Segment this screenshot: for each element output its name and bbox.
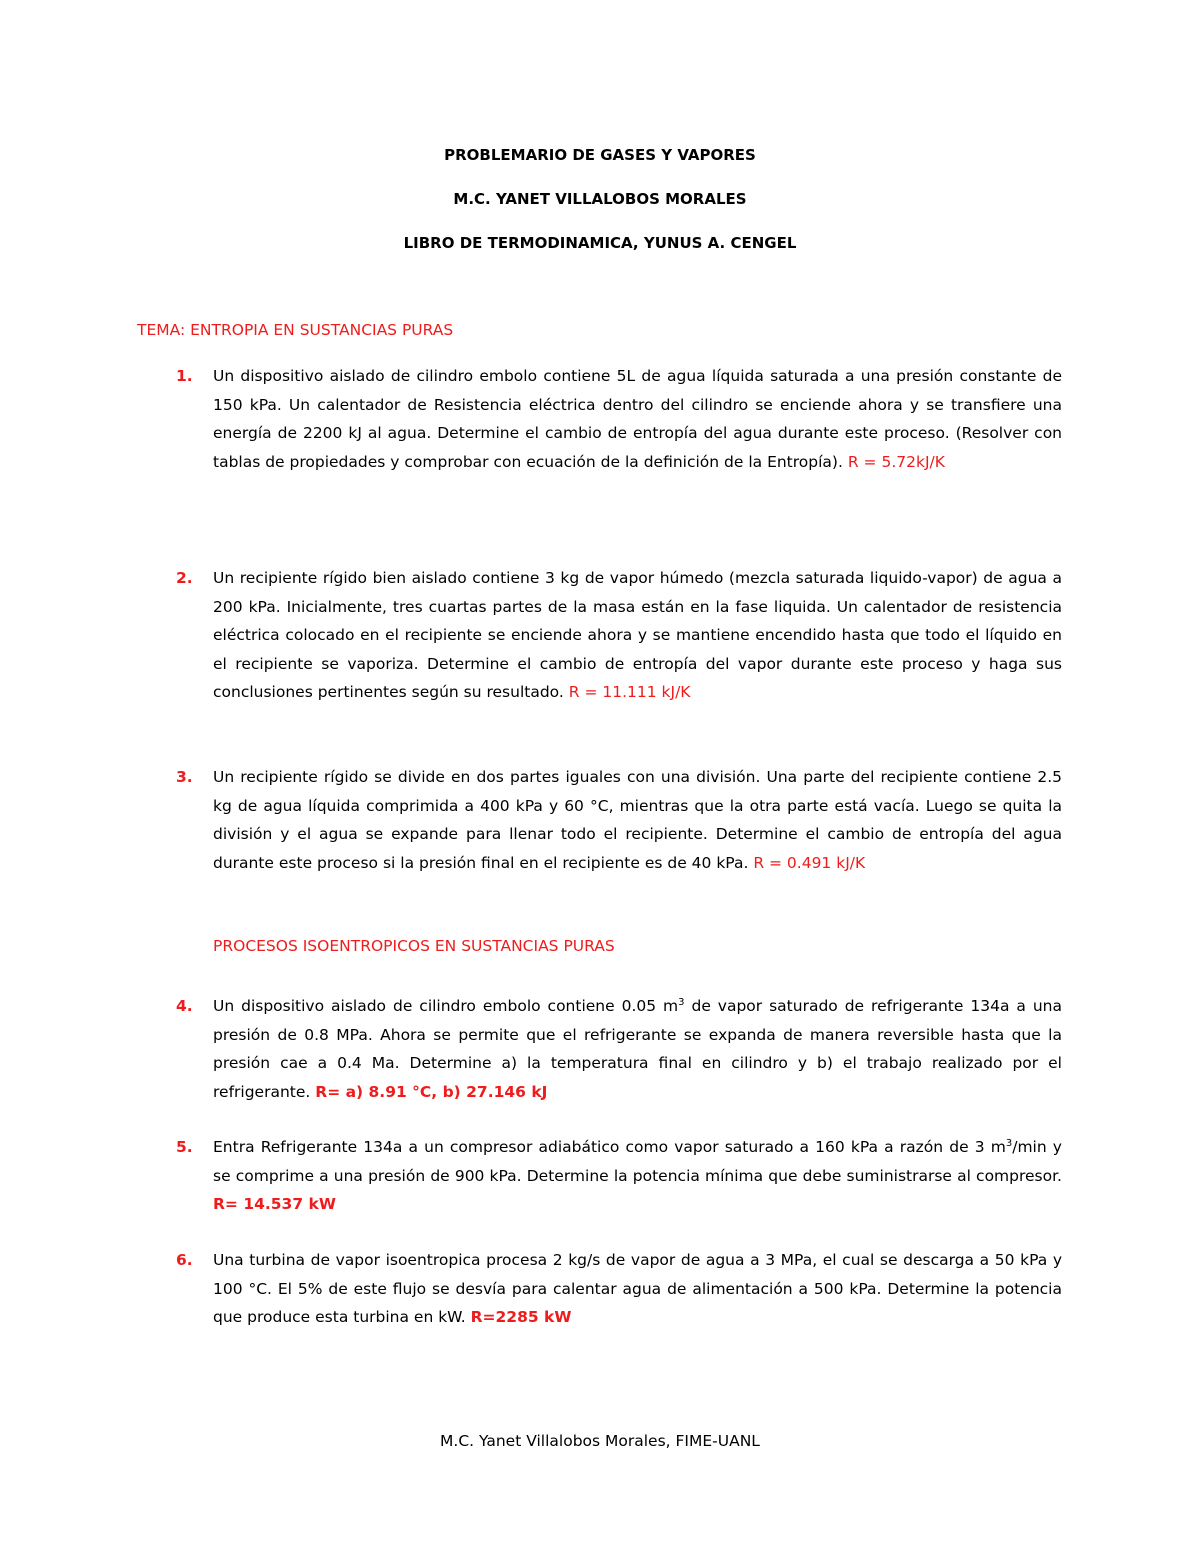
problem-answer: R= 14.537 kW — [213, 1195, 336, 1213]
problem-answer: R = 11.111 kJ/K — [568, 683, 691, 701]
problem-number: 3. — [176, 768, 193, 786]
problem-6 — [176, 1246, 1062, 1332]
superscript: 3 — [678, 996, 685, 1008]
problem-5 — [176, 1133, 1062, 1219]
problem-3 — [176, 763, 1062, 877]
problem-number: 2. — [176, 569, 193, 587]
problem-text: Un dispositivo aislado de cilindro embolo contiene 5L de agua líquida saturada a una presión constante de 150 kPa. Un calentador de Resistencia eléctrica dentro del cilindro se enciende ahora y se transfiere una energía de 2200 kJ al agua. Determine el cambio de entropía del agua durante este proceso. (Resolver con tablas de propiedades y comprobar con ecuación de la definición de la Entropía). — [213, 367, 1062, 471]
problem-number: 1. — [176, 367, 193, 385]
topic-heading-entropia: TEMA: ENTROPIA EN SUSTANCIAS PURAS — [137, 321, 454, 339]
problem-body — [213, 763, 1062, 877]
superscript: 3 — [1005, 1137, 1013, 1149]
problem-4 — [176, 992, 1062, 1106]
topic-heading-isoentropicos: PROCESOS ISOENTROPICOS EN SUSTANCIAS PURAS — [213, 937, 615, 955]
document-author: M.C. YANET VILLALOBOS MORALES — [453, 190, 747, 208]
problem-body — [213, 362, 1062, 476]
problem-text-b: /min y se comprime a una presión de 900 kPa. Determine la potencia mínima que debe suministrarse al compresor. — [213, 1138, 1062, 1185]
document-title: PROBLEMARIO DE GASES Y VAPORES — [444, 146, 756, 164]
problem-text-a: Entra Refrigerante 134a a un compresor adiabático como vapor saturado a 160 kPa a razón de 3 m — [213, 1138, 1006, 1156]
problem-answer: R = 0.491 kJ/K — [753, 853, 866, 872]
problem-text: Un recipiente rígido se divide en dos partes iguales con una división. Una parte del recipiente contiene 2.5 kg de agua líquida comprimida a 400 kPa y 60 °C, mientras que la otra parte está vacía. Luego se quita la división y el agua se expande para llenar todo el recipiente. Determine el cambio de entropía del agua durante este proceso si la presión final en el recipiente es de 40 kPa. — [213, 768, 1062, 872]
problem-body — [213, 992, 1062, 1106]
problem-body — [213, 1246, 1062, 1332]
problem-text-a: Un dispositivo aislado de cilindro embolo contiene 0.05 m — [213, 997, 679, 1015]
problem-answer: R = 5.72kJ/K — [847, 452, 945, 471]
problem-number: 5. — [176, 1138, 193, 1156]
problem-2 — [176, 564, 1062, 707]
problem-answer: R= a) 8.91 °C, b) 27.146 kJ — [315, 1082, 548, 1101]
page-footer: M.C. Yanet Villalobos Morales, FIME-UANL — [440, 1432, 760, 1450]
problem-text: Una turbina de vapor isoentropica procesa 2 kg/s de vapor de agua a 3 MPa, el cual se descarga a 50 kPa y 100 °C. El 5% de este flujo se desvía para calentar agua de alimentación a 500 kPa. Determine la potencia que produce esta turbina en kW. — [213, 1251, 1062, 1326]
problem-answer: R=2285 kW — [470, 1308, 572, 1326]
problem-text: Un recipiente rígido bien aislado contiene 3 kg de vapor húmedo (mezcla saturada liquido-vapor) de agua a 200 kPa. Inicialmente, tres cuartas partes de la masa están en la fase liquida. Un calentador de resistencia eléctrica colocado en el recipiente se enciende ahora y se mantiene encendido hasta que todo el líquido en el recipiente se vaporiza. Determine el cambio de entropía del vapor durante este proceso y haga sus conclusiones pertinentes según su resultado. — [213, 569, 1062, 701]
problem-body — [213, 1133, 1062, 1219]
problem-number: 4. — [176, 997, 193, 1015]
document-book: LIBRO DE TERMODINAMICA, YUNUS A. CENGEL — [403, 234, 797, 252]
problem-number: 6. — [176, 1251, 193, 1269]
problem-text-b: de vapor saturado de refrigerante 134a a una presión de 0.8 MPa. Ahora se permite que el refrigerante se expanda de manera reversible hasta que la presión cae a 0.4 Ma. Determine a) la temperatura final en cilindro y b) el trabajo realizado por el refrigerante. — [213, 997, 1062, 1101]
problem-body — [213, 564, 1062, 707]
problem-1 — [176, 362, 1062, 476]
